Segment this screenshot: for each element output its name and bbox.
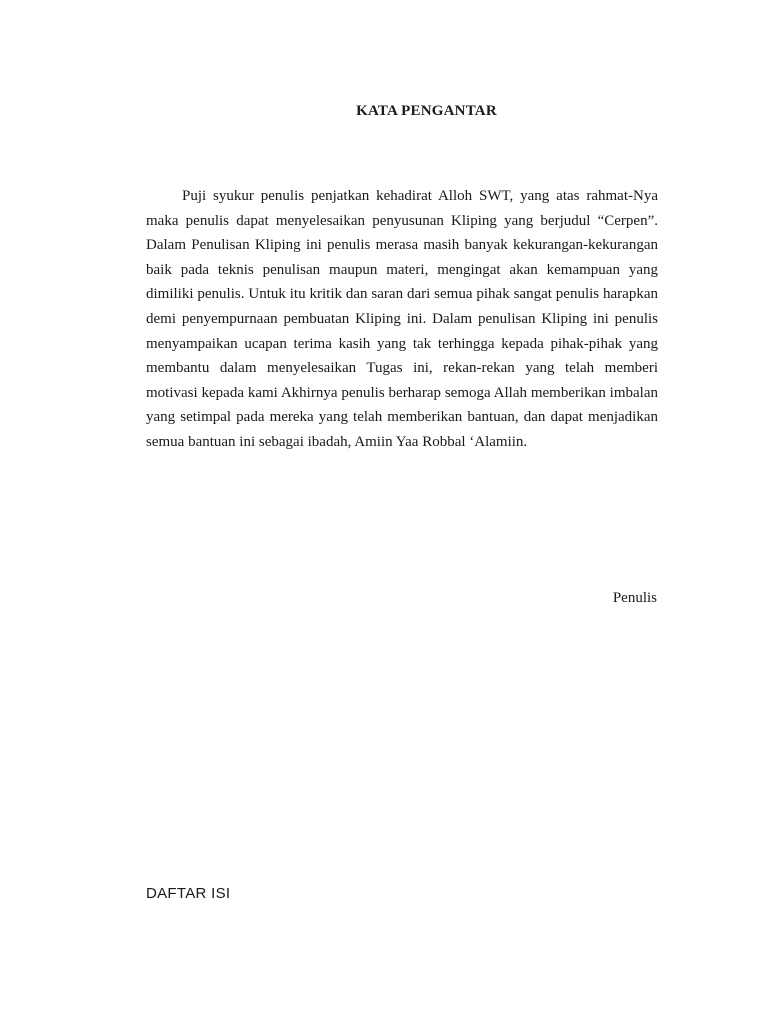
signature-label: Penulis	[612, 590, 657, 606]
foreword-paragraph: Puji syukur penulis penjatkan kehadirat Alloh SWT, yang atas rahmat-Nya maka penulis dapat menyelesaikan penyusunan Kliping yang berjudul “Cerpen”. Dalam Penulisan Kliping ini penulis merasa masih banyak kekurangan-kekurangan baik pada teknis penulisan maupun materi, mengingat akan kemampuan yang dimiliki penulis. Untuk itu kritik dan saran dari semua pihak sangat penulis harapkan demi penyempurnaan pembuatan Kliping ini. Dalam penulisan Kliping ini penulis menyampaikan ucapan terima kasih yang tak terhingga kepada pihak-pihak yang membantu dalam menyelesaikan Tugas ini, rekan-rekan yang telah memberi motivasi kepada kami Akhirnya penulis berharap semoga Allah memberikan imbalan yang setimpal pada mereka yang telah memberikan bantuan, dan dapat menjadikan semua bantuan ini sebagai ibadah, Amiin Yaa Robbal ‘Alamiin.	[146, 188, 658, 450]
table-of-contents-heading: DAFTAR ISI	[146, 885, 231, 902]
page-title: KATA PENGANTAR	[356, 103, 497, 119]
